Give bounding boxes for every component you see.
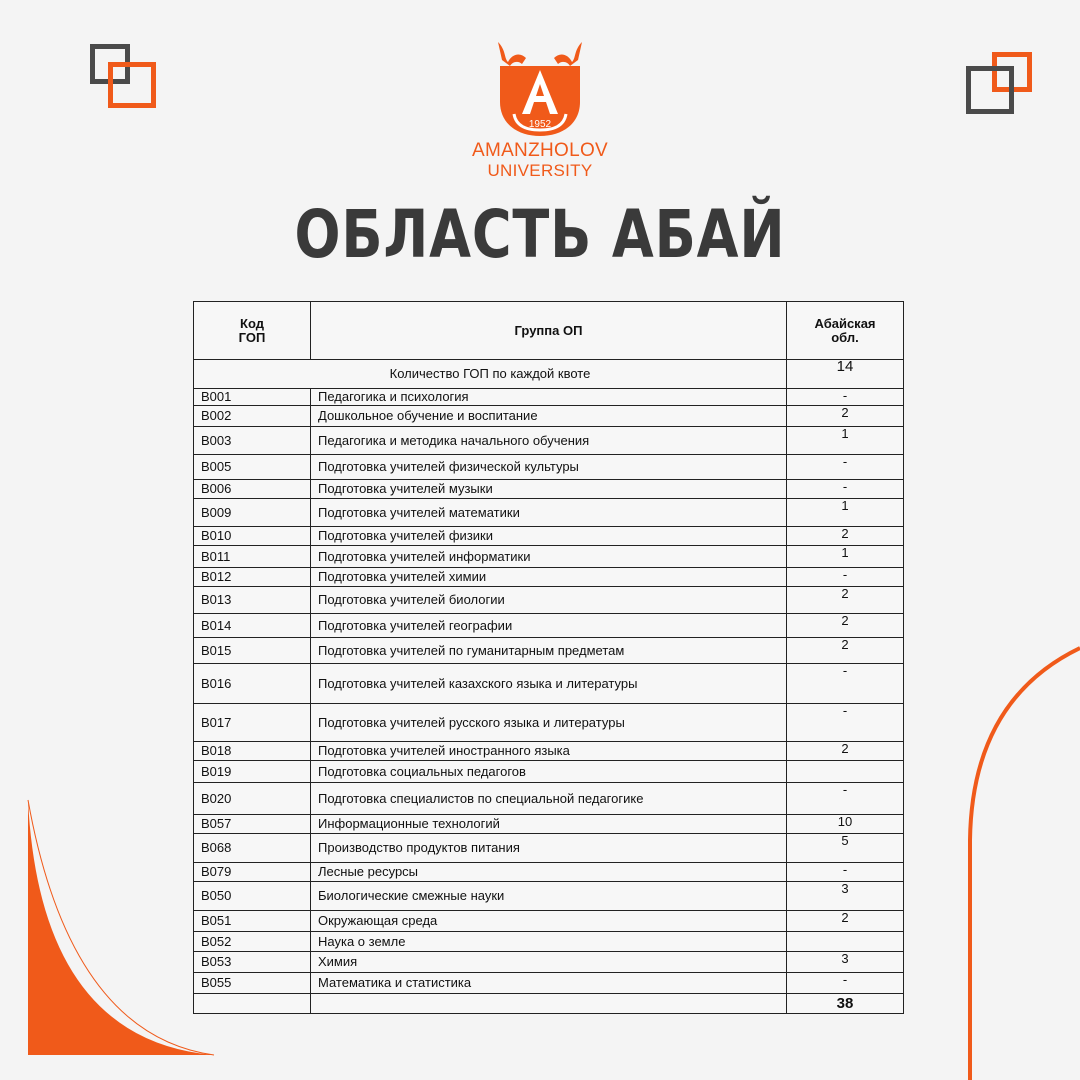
group-name-cell: Подготовка учителей математики [311,499,787,527]
quota-value-cell [787,761,904,783]
table-row [194,783,904,815]
quota-value-cell: 1 [787,427,904,455]
table-row [194,863,904,882]
table-row [194,932,904,952]
code-cell: B018 [194,742,311,761]
table-row [194,742,904,761]
quota-value-cell: 2 [787,587,904,614]
group-name-cell: Наука о земле [311,932,787,952]
code-cell: B053 [194,952,311,973]
group-name-cell: Химия [311,952,787,973]
header-code: Код ГОП [194,302,311,360]
group-name-cell: Подготовка учителей музыки [311,480,787,499]
summary-value: 14 [787,360,904,389]
table-row [194,406,904,427]
table-row [194,973,904,994]
code-cell: B052 [194,932,311,952]
right-arc-line [970,648,1080,1080]
table-row [194,527,904,546]
group-name-cell: Подготовка учителей физики [311,527,787,546]
quota-value-cell: 2 [787,614,904,638]
group-name-cell: Окружающая среда [311,911,787,932]
quota-value-cell: 1 [787,546,904,568]
quota-value-cell: 2 [787,742,904,761]
code-cell: B017 [194,704,311,742]
code-cell: B013 [194,587,311,614]
code-cell: B002 [194,406,311,427]
code-cell: B068 [194,834,311,863]
svg-text:1952: 1952 [528,119,552,130]
quota-value-cell: 3 [787,952,904,973]
group-name-cell: Подготовка учителей русского языка и литературы [311,704,787,742]
quota-value-cell [787,932,904,952]
quota-value-cell: - [787,568,904,587]
table-row [194,499,904,527]
table-row [194,638,904,664]
table-row [194,815,904,834]
code-cell: B019 [194,761,311,783]
quota-value-cell: - [787,389,904,406]
group-name-cell: Биологические смежные науки [311,882,787,911]
table-row [194,664,904,704]
university-name-line1: AMANZHOLOV [471,140,609,161]
table-row [194,389,904,406]
code-cell: B001 [194,389,311,406]
quota-value-cell: - [787,455,904,480]
quota-value-cell: 2 [787,406,904,427]
code-cell: B010 [194,527,311,546]
group-name-cell: Подготовка учителей физической культуры [311,455,787,480]
total-row [194,994,904,1014]
table-row [194,427,904,455]
table-row [194,546,904,568]
total-empty-cell [311,994,787,1014]
table-row [194,587,904,614]
quota-value-cell: - [787,664,904,704]
quota-value-cell: 3 [787,882,904,911]
group-name-cell: Производство продуктов питания [311,834,787,863]
quota-value-cell: 2 [787,638,904,664]
group-name-cell: Подготовка учителей географии [311,614,787,638]
quota-value-cell: 1 [787,499,904,527]
university-name-line2: UNIVERSITY [487,161,593,180]
summary-row [194,360,904,389]
group-name-cell: Математика и статистика [311,973,787,994]
quota-value-cell: 10 [787,815,904,834]
group-name-cell: Подготовка учителей иностранного языка [311,742,787,761]
page-title: ОБЛАСТЬ АБАЙ [294,196,786,273]
quota-value-cell: 5 [787,834,904,863]
code-cell: B015 [194,638,311,664]
total-empty-cell [194,994,311,1014]
code-cell: B050 [194,882,311,911]
group-name-cell: Информационные технологий [311,815,787,834]
table-row [194,911,904,932]
group-name-cell: Подготовка учителей информатики [311,546,787,568]
group-name-cell: Педагогика и психология [311,389,787,406]
code-cell: B012 [194,568,311,587]
quota-table [193,301,904,1014]
quota-value-cell: - [787,704,904,742]
header-group: Группа ОП [311,302,787,360]
code-cell: B011 [194,546,311,568]
table-row [194,614,904,638]
code-cell: B009 [194,499,311,527]
group-name-cell: Подготовка учителей биологии [311,587,787,614]
code-cell: B020 [194,783,311,815]
code-cell: B014 [194,614,311,638]
table-row [194,480,904,499]
group-name-cell: Подготовка учителей казахского языка и литературы [311,664,787,704]
group-name-cell: Педагогика и методика начального обучения [311,427,787,455]
summary-label: Количество ГОП по каждой квоте [194,360,787,389]
quota-value-cell: - [787,480,904,499]
group-name-cell: Лесные ресурсы [311,863,787,882]
table-row [194,761,904,783]
code-cell: B006 [194,480,311,499]
group-name-cell: Подготовка учителей по гуманитарным предметам [311,638,787,664]
table-row [194,834,904,863]
quota-value-cell: 2 [787,527,904,546]
table-header-row [194,302,904,360]
total-value: 38 [787,994,904,1014]
code-cell: B005 [194,455,311,480]
quota-value-cell: - [787,783,904,815]
code-cell: B051 [194,911,311,932]
bottom-left-arc-shape [28,800,214,1055]
quota-value-cell: - [787,973,904,994]
header-region: Абайская обл. [787,302,904,360]
group-name-cell: Подготовка социальных педагогов [311,761,787,783]
table-row [194,882,904,911]
table-row [194,568,904,587]
quota-value-cell: - [787,863,904,882]
code-cell: B057 [194,815,311,834]
quota-value-cell: 2 [787,911,904,932]
table-row [194,704,904,742]
university-logo-icon [492,40,588,140]
table-row [194,455,904,480]
code-cell: B079 [194,863,311,882]
group-name-cell: Дошкольное обучение и воспитание [311,406,787,427]
group-name-cell: Подготовка учителей химии [311,568,787,587]
code-cell: B016 [194,664,311,704]
code-cell: B003 [194,427,311,455]
code-cell: B055 [194,973,311,994]
group-name-cell: Подготовка специалистов по специальной педагогике [311,783,787,815]
table-row [194,952,904,973]
